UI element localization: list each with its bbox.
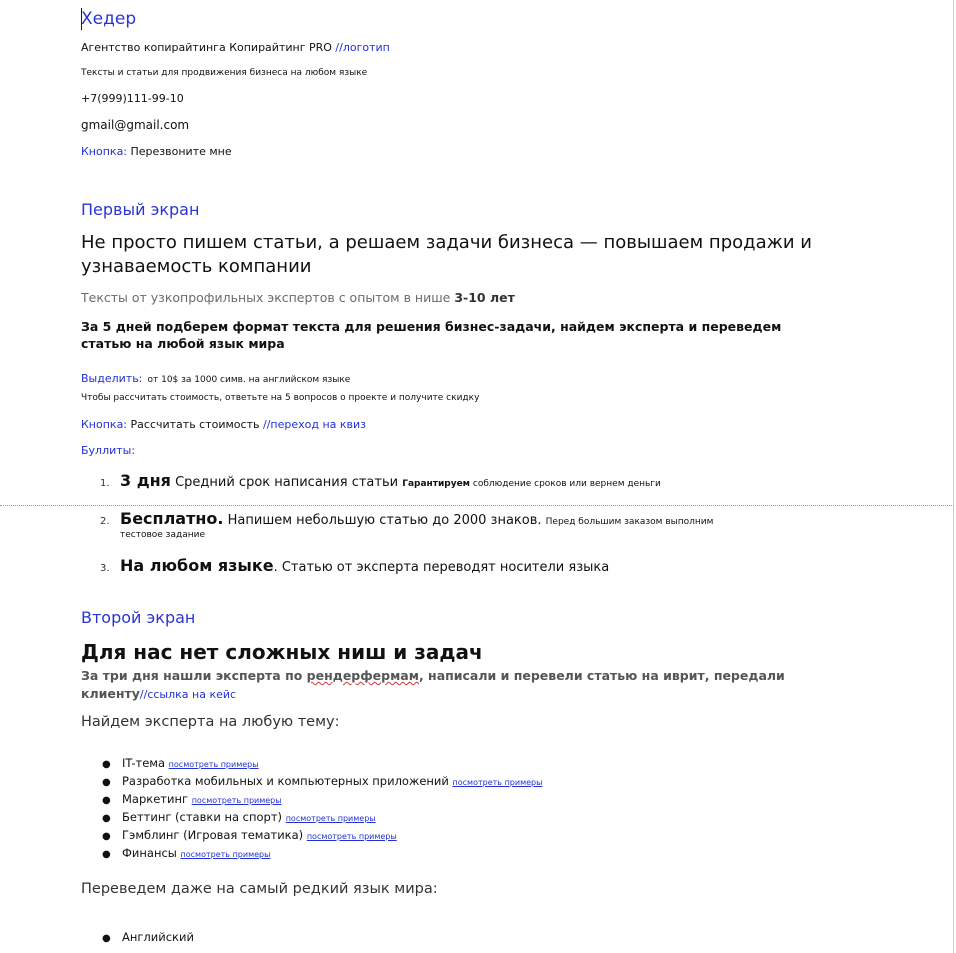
calc-button-text: Рассчитать стоимость: [130, 418, 260, 431]
benefit-bold: 3 дня: [120, 471, 171, 490]
topic-item[interactable]: [102, 774, 542, 788]
benefit-text: Средний срок написания статьи: [170, 475, 403, 490]
topic-name: Маркетинг: [122, 792, 189, 806]
bold-offer-line-2[interactable]: статью на любой язык мира: [81, 336, 285, 351]
examples-link[interactable]: посмотреть примеры: [285, 814, 376, 823]
button-label: Кнопка:: [81, 145, 128, 158]
list-number: 2.: [100, 516, 110, 527]
benefit-item-2[interactable]: [100, 509, 713, 528]
header-button-line[interactable]: [81, 145, 232, 158]
bold-offer-line-1[interactable]: За 5 дней подберем формат текста для решения бизнес-задачи, найдем эксперта и переведем: [81, 319, 782, 334]
topic-item[interactable]: [102, 810, 376, 824]
list-number: 1.: [100, 478, 110, 489]
calc-button-label: Кнопка:: [81, 418, 128, 431]
page-right-edge: [953, 0, 954, 953]
topic-name: Беттинг (ставки на спорт): [122, 810, 283, 824]
benefit-small: соблюдение сроков или вернем деньги: [470, 479, 661, 489]
bullet-dot-icon: ●: [102, 849, 111, 860]
topic-item[interactable]: [102, 792, 282, 806]
calc-instruction[interactable]: Чтобы рассчитать стоимость, ответьте на 5 вопросов о проекте и получите скидку: [81, 393, 480, 403]
topic-name: Разработка мобильных и компьютерных приложений: [122, 774, 449, 788]
benefit-bold: Бесплатно.: [120, 509, 224, 528]
subtitle-years: 3-10 лет: [454, 290, 515, 305]
benefit-item-2-continued[interactable]: тестовое задание: [120, 530, 205, 540]
benefit-small-bold: Гарантируем: [402, 479, 471, 489]
header-section-title[interactable]: Хедер: [81, 9, 137, 29]
benefit-item-3[interactable]: [100, 556, 609, 575]
examples-link[interactable]: посмотреть примеры: [180, 850, 271, 859]
case-text-misspelled: рендерфермам: [306, 668, 419, 683]
bullet-dot-icon: ●: [102, 777, 111, 788]
topic-name: Финансы: [122, 846, 177, 860]
bullet-dot-icon: ●: [102, 813, 111, 824]
tagline[interactable]: Тексты и статьи для продвижения бизнеса на любом языке: [81, 68, 368, 78]
examples-link[interactable]: посмотреть примеры: [191, 796, 282, 805]
quiz-note: //переход на квиз: [262, 418, 367, 431]
case-text-a: За три дня нашли эксперта по: [81, 668, 307, 683]
calc-button-line[interactable]: [81, 418, 366, 431]
language-item[interactable]: [102, 930, 194, 944]
benefit-small: Перед большим заказом выполним: [545, 517, 714, 527]
second-screen-heading[interactable]: Второй экран: [81, 608, 196, 627]
topic-item[interactable]: [102, 756, 259, 770]
languages-intro[interactable]: Переведем даже на самый редкий язык мира:: [81, 881, 438, 897]
agency-line[interactable]: [81, 41, 390, 54]
bullet-dot-icon: ●: [102, 933, 111, 944]
topic-item[interactable]: [102, 846, 270, 860]
case-client: клиенту: [81, 686, 140, 701]
highlight-line[interactable]: [81, 367, 350, 386]
highlight-label: Выделить:: [81, 372, 143, 385]
topic-name: Гэмблинг (Игровая тематика): [122, 828, 304, 842]
case-line-2[interactable]: [81, 686, 236, 701]
phone-number[interactable]: +7(999)111-99-10: [81, 92, 184, 105]
benefit-text: Напишем небольшую статью до 2000 знаков.: [223, 513, 546, 528]
topic-name: IT-тема: [122, 756, 166, 770]
headline-line-1[interactable]: Не просто пишем статьи, а решаем задачи бизнеса — повышаем продажи и: [81, 232, 812, 253]
benefit-item-1[interactable]: [100, 471, 661, 490]
first-screen-heading[interactable]: Первый экран: [81, 200, 200, 219]
case-link-note: //ссылка на кейс: [139, 688, 237, 701]
topic-item[interactable]: [102, 828, 397, 842]
email-address[interactable]: gmail@gmail.com: [81, 118, 190, 132]
highlight-price: от 10$ за 1000 симв. на английском языке: [147, 375, 351, 385]
agency-name: Агентство копирайтинга Копирайтинг PRO: [81, 41, 332, 54]
examples-link[interactable]: посмотреть примеры: [168, 760, 259, 769]
examples-link[interactable]: посмотреть примеры: [306, 832, 397, 841]
language-name: Английский: [122, 930, 194, 944]
logo-note: //логотип: [335, 41, 390, 54]
callback-button-text: Перезвоните мне: [130, 145, 232, 158]
examples-link[interactable]: посмотреть примеры: [452, 778, 543, 787]
page-break-line: [0, 505, 954, 506]
subtitle-line[interactable]: [81, 290, 515, 305]
case-text-c: , написали и перевели статью на иврит, передали: [418, 668, 785, 683]
experts-intro[interactable]: Найдем эксперта на любую тему:: [81, 714, 340, 730]
bullet-dot-icon: ●: [102, 759, 111, 770]
bullets-label[interactable]: Буллиты:: [81, 444, 136, 457]
bullet-dot-icon: ●: [102, 795, 111, 806]
case-line-1[interactable]: [81, 668, 785, 683]
benefit-text: . Статью от эксперта переводят носители языка: [273, 560, 610, 575]
list-number: 3.: [100, 563, 110, 574]
subtitle-text: Тексты от узкопрофильных экспертов с опытом в нише: [81, 290, 451, 305]
headline-line-2[interactable]: узнаваемость компании: [81, 256, 312, 277]
benefit-bold: На любом языке: [120, 556, 274, 575]
bullet-dot-icon: ●: [102, 831, 111, 842]
second-screen-title[interactable]: Для нас нет сложных ниш и задач: [81, 640, 483, 664]
